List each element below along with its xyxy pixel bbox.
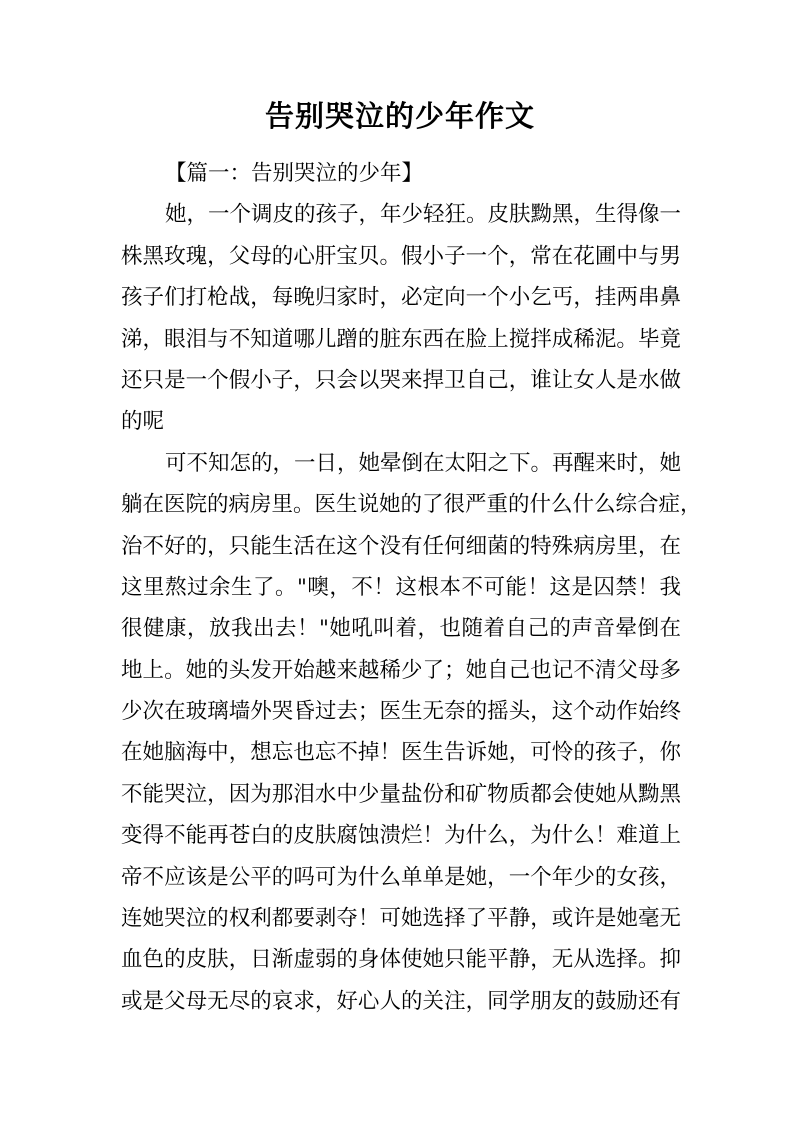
paragraph-line: 连她哭泣的权利都要剥夺！可她选择了平静，或许是她毫无 [121, 906, 681, 932]
section-heading: 【篇一：告别哭泣的少年】 [165, 161, 424, 186]
paragraph-line: 帝不应该是公平的吗可为什么单单是她，一个年少的女孩， [121, 864, 681, 890]
paragraph-line: 在她脑海中，想忘也忘不掉！医生告诉她，可怜的孩子，你 [121, 740, 681, 766]
paragraph-line: 孩子们打枪战，每晚归家时，必定向一个小乞丐，挂两串鼻 [121, 285, 681, 311]
paragraph-line: 很健康，放我出去！"她吼叫着，也随着自己的声音晕倒在 [121, 616, 681, 642]
paragraph-line: 还只是一个假小子，只会以哭来捍卫自己，谁让女人是水做 [121, 367, 681, 393]
paragraph-line: 她，一个调皮的孩子，年少轻狂。皮肤黝黑，生得像一 [165, 202, 682, 228]
paragraph-line: 少次在玻璃墙外哭昏过去；医生无奈的摇头，这个动作始终 [121, 699, 681, 725]
paragraph-line: 治不好的，只能生活在这个没有任何细菌的特殊病房里，在 [121, 533, 681, 559]
paragraph-line: 或是父母无尽的哀求，好心人的关注，同学朋友的鼓励还有 [121, 988, 681, 1014]
paragraph-line: 株黑玫瑰，父母的心肝宝贝。假小子一个，常在花圃中与男 [121, 243, 681, 269]
document-body [121, 153, 702, 1022]
document-title: 告别哭泣的少年作文 [264, 99, 535, 133]
paragraph-line: 的呢 [121, 409, 165, 435]
paragraph-line: 涕，眼泪与不知道哪儿蹭的脏东西在脸上搅拌成稀泥。毕竟 [121, 326, 681, 352]
paragraph-line: 变得不能再苍白的皮肤腐蚀溃烂！为什么，为什么！难道上 [121, 823, 681, 849]
paragraph-line: 地上。她的头发开始越来越稀少了；她自己也记不清父母多 [121, 657, 681, 683]
paragraph-line: 这里熬过余生了。"噢，不！这根本不可能！这是囚禁！我 [121, 574, 681, 600]
paragraph-line: 血色的皮肤，日渐虚弱的身体使她只能平静，无从选择。抑 [121, 947, 681, 973]
paragraph-line: 可不知怎的，一日，她晕倒在太阳之下。再醒来时，她 [165, 450, 682, 476]
paragraph-line: 不能哭泣，因为那泪水中少量盐份和矿物质都会使她从黝黑 [121, 781, 681, 807]
paragraph-line: 躺在医院的病房里。医生说她的了很严重的什么什么综合症， [121, 492, 702, 518]
